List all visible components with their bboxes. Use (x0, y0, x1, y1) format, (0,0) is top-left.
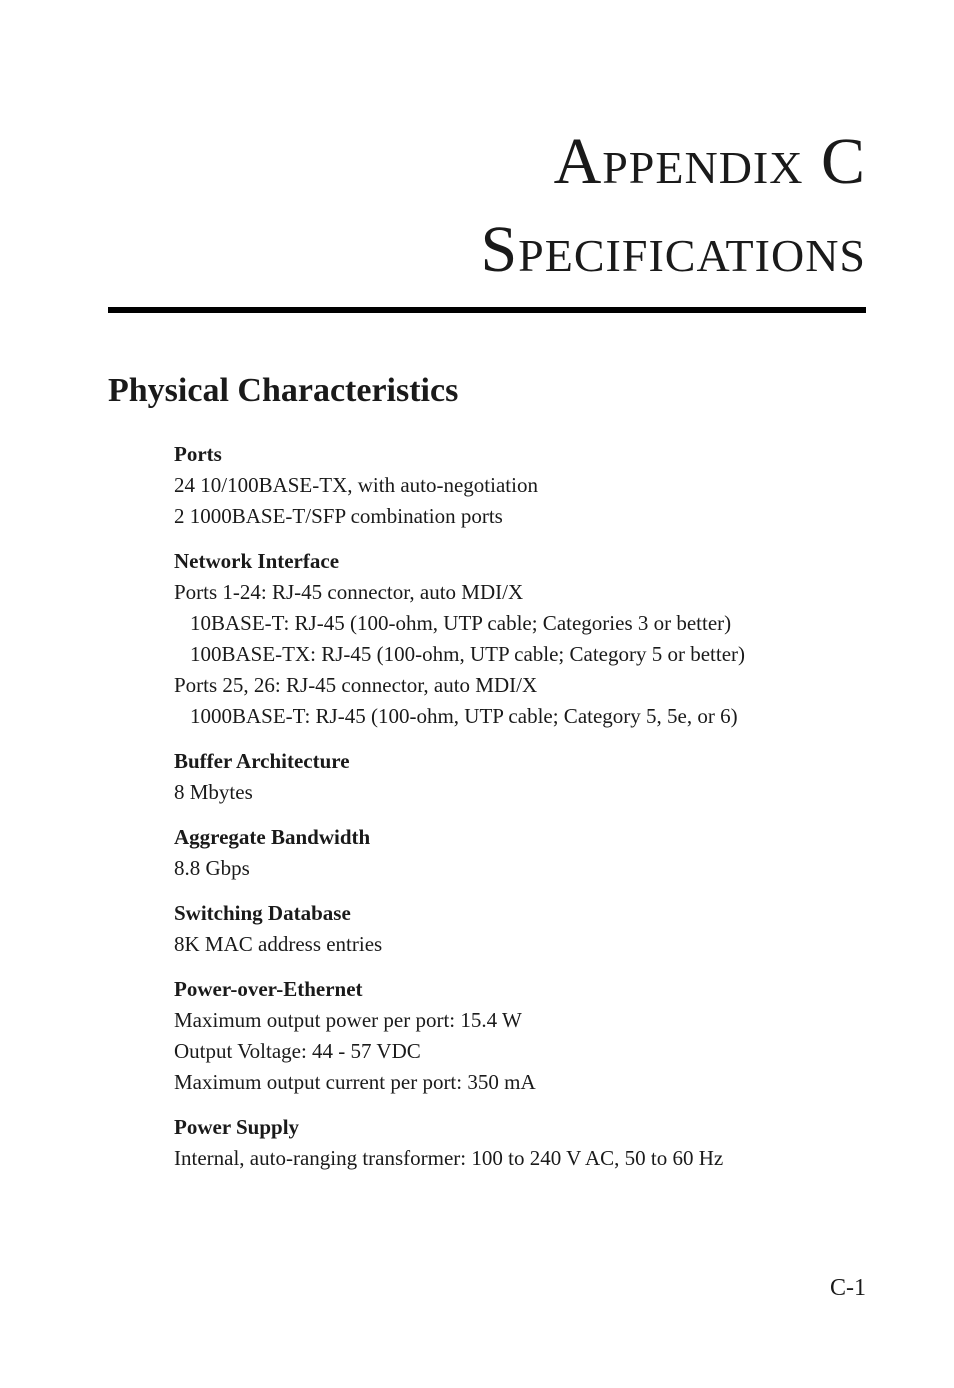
spec-heading: Power-over-Ethernet (174, 977, 363, 1001)
chapter-divider (108, 307, 866, 313)
spec-line: 1000BASE-T: RJ-45 (100-ohm, UTP cable; Category 5, 5e, or 6) (190, 704, 738, 728)
spec-line: 8.8 Gbps (174, 856, 250, 880)
spec-line: Ports 1-24: RJ-45 connector, auto MDI/X (174, 580, 524, 604)
chapter-title-name: Specifications (480, 213, 866, 286)
spec-line: 10BASE-T: RJ-45 (100-ohm, UTP cable; Categories 3 or better) (190, 611, 732, 635)
spec-heading: Network Interface (174, 549, 340, 573)
spec-block (174, 546, 874, 732)
spec-line: Ports 25, 26: RJ-45 connector, auto MDI/X (174, 673, 538, 697)
spec-line: Output Voltage: 44 - 57 VDC (174, 1039, 421, 1063)
spec-heading: Buffer Architecture (174, 749, 350, 773)
chapter-title-appendix: Appendix C (553, 125, 866, 198)
spec-line: Maximum output current per port: 350 mA (174, 1070, 536, 1094)
spec-line: Maximum output power per port: 15.4 W (174, 1008, 522, 1032)
spec-list (174, 439, 874, 1188)
spec-heading: Switching Database (174, 901, 351, 925)
spec-line: 100BASE-TX: RJ-45 (100-ohm, UTP cable; Category 5 or better) (190, 642, 746, 666)
spec-line: Internal, auto-ranging transformer: 100 to 240 V AC, 50 to 60 Hz (174, 1146, 724, 1170)
chapter-title (480, 118, 866, 294)
spec-line: 24 10/100BASE-TX, with auto-negotiation (174, 473, 538, 497)
spec-line: 8K MAC address entries (174, 932, 383, 956)
spec-line: 8 Mbytes (174, 780, 253, 804)
spec-line: 2 1000BASE-T/SFP combination ports (174, 504, 503, 528)
spec-block (174, 898, 874, 960)
spec-heading: Aggregate Bandwidth (174, 825, 371, 849)
spec-block (174, 1112, 874, 1174)
spec-heading: Ports (174, 442, 222, 466)
spec-block (174, 822, 874, 884)
section-title: Physical Characteristics (108, 372, 459, 409)
spec-block (174, 439, 874, 532)
page-number: C-1 (830, 1275, 866, 1301)
spec-block (174, 974, 874, 1098)
spec-block (174, 746, 874, 808)
spec-heading: Power Supply (174, 1115, 300, 1139)
